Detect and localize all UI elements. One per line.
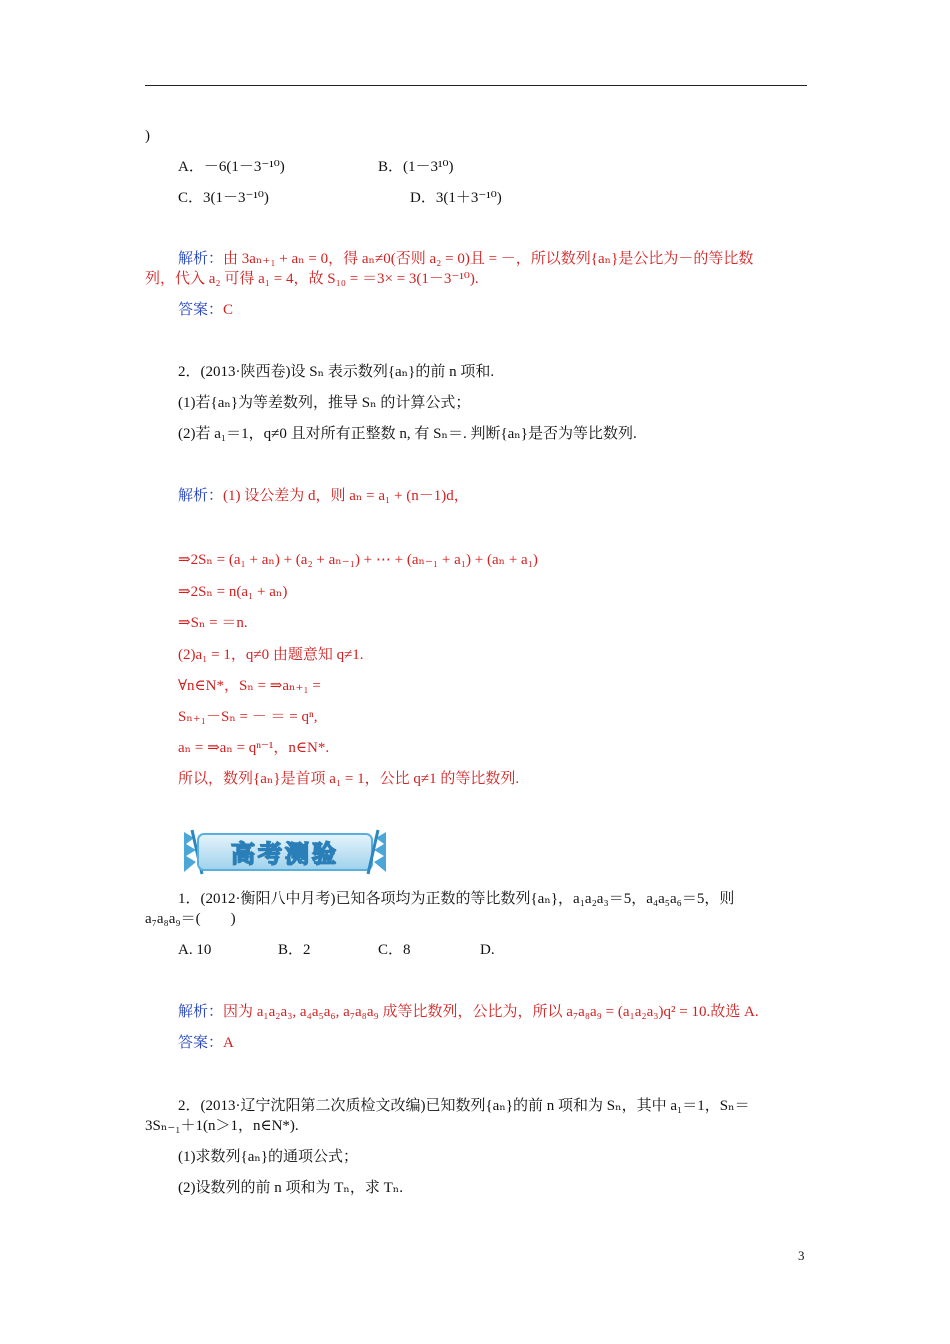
solution-2-line-4: ⇒Sₙ = ＝n. (178, 615, 248, 631)
section-banner (180, 828, 390, 876)
test-answer-1: 答案：A (178, 1035, 234, 1051)
solution-2-line-2: ⇒2Sₙ = (a₁ + aₙ) + (a₂ + aₙ₋₁) + ⋯ + (aₙ₋₁ + a₁) + (aₙ + a₁) (178, 552, 538, 568)
test-problem-2-line-1: 2．(2013·辽宁沈阳第二次质检文改编)已知数列{aₙ}的前 n 项和为 Sₙ，其中 a₁＝1，Sₙ＝ (178, 1098, 750, 1114)
option-a: A．－6(1－3⁻¹⁰) (178, 159, 285, 175)
test-problem-2-part-2: (2)设数列的前 n 项和为 Tₙ，求 Tₙ. (178, 1180, 404, 1196)
test-option-d: D. (480, 942, 495, 958)
jiexi-label: 解析： (178, 251, 224, 267)
problem-2-part-1: (1)若{aₙ}为等差数列，推导 Sₙ 的计算公式； (178, 395, 471, 411)
header-rule (145, 85, 807, 86)
test-problem-1-line-2: a₇a₈a₉＝( ) (145, 911, 236, 927)
solution-2-line-3: ⇒2Sₙ = n(a₁ + aₙ) (178, 584, 288, 600)
option-c: C．3(1－3⁻¹⁰) (178, 190, 269, 206)
daan-label: 答案： (178, 302, 224, 318)
option-d: D．3(1＋3⁻¹⁰) (410, 190, 502, 206)
jiexi-label: 解析： (178, 488, 224, 504)
banner-text: 高考测验 (231, 840, 339, 868)
problem-2-part-2: (2)若 a₁＝1，q≠0 且对所有正整数 n, 有 Sₙ＝. 判断{aₙ}是否为等比数列. (178, 426, 637, 442)
test-option-c: C．8 (378, 942, 411, 958)
test-solution-1: 解析：因为 a₁a₂a₃, a₄a₅a₆, a₇a₈a₉ 成等比数列，公比为，所以 a₇a₈a₉ = (a₁a₂a₃)q² = 10.故选 A. (178, 1004, 759, 1020)
problem-2-stem: 2．(2013·陕西卷)设 Sₙ 表示数列{aₙ}的前 n 项和. (178, 364, 495, 380)
solution-1-line-2: 列，代入 a₂ 可得 a₁ = 4，故 S₁₀ = ＝3× = 3(1－3⁻¹⁰). (145, 271, 479, 287)
trailing-paren: ) (145, 128, 150, 144)
solution-2-line-1: 解析：(1) 设公差为 d，则 aₙ = a₁ + (n－1)d， (178, 488, 469, 504)
test-problem-2-line-2: 3Sₙ₋₁＋1(n＞1，n∈N*). (145, 1118, 299, 1134)
test-option-a: A. 10 (178, 942, 212, 958)
option-b: B．(1－3¹⁰) (378, 159, 454, 175)
solution-2-line-5: (2)a₁ = 1，q≠0 由题意知 q≠1. (178, 647, 364, 663)
page-number: 3 (798, 1248, 805, 1263)
daan-label: 答案： (178, 1035, 224, 1051)
solution-2-line-8: aₙ = ⇒aₙ = qⁿ⁻¹，n∈N*. (178, 740, 330, 756)
solution-1-line-1: 解析：由 3aₙ₊₁ + aₙ = 0，得 aₙ≠0(否则 a₂ = 0)且 = －，所以数列{aₙ}是公比为－的等比数 (178, 251, 754, 267)
solution-2-line-7: Sₙ₊₁－Sₙ = － ＝ = qⁿ, (178, 709, 318, 725)
solution-2-line-9: 所以，数列{aₙ}是首项 a₁ = 1，公比 q≠1 的等比数列. (178, 771, 520, 787)
solution-2-line-6: ∀n∈N*，Sₙ = ⇒aₙ₊₁ = (178, 678, 321, 694)
answer-1: 答案：C (178, 302, 234, 318)
jiexi-label: 解析： (178, 1004, 224, 1020)
test-option-b: B．2 (278, 942, 311, 958)
test-problem-1-line-1: 1．(2012·衡阳八中月考)已知各项均为正数的等比数列{aₙ}，a₁a₂a₃＝5，a₄a₅a₆＝5，则 (178, 891, 735, 907)
test-problem-2-part-1: (1)求数列{aₙ}的通项公式； (178, 1149, 359, 1165)
